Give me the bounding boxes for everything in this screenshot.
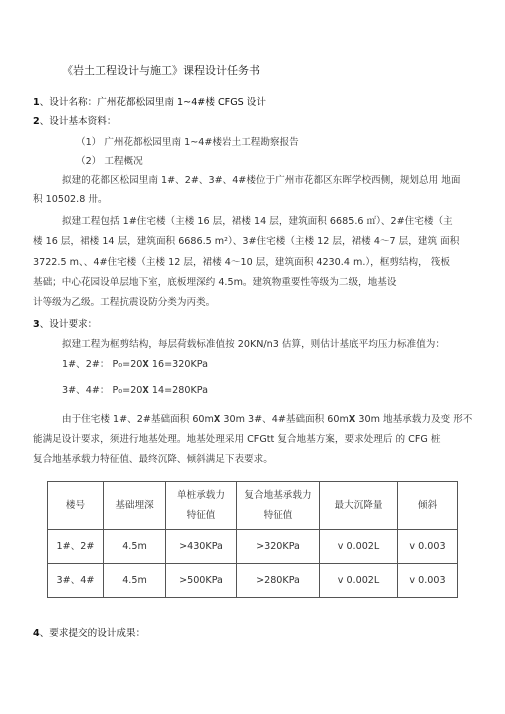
table-cell: 3#、4# bbox=[48, 564, 104, 598]
requirements-table bbox=[47, 481, 458, 598]
header-single-pile-capacity: 单桩承载力 特征值 bbox=[166, 482, 237, 530]
header-max-settlement: 最大沉降量 bbox=[320, 482, 398, 530]
table-cell: v 0.002L bbox=[320, 530, 398, 564]
section-text: 、设计基本资料： bbox=[39, 116, 117, 127]
table-row bbox=[48, 564, 458, 598]
pressure-formula-2: 3#、4#： P₀=20𝐗 14=280KPa bbox=[62, 385, 209, 396]
table-cell: >430KPa bbox=[166, 530, 237, 564]
requirement-line: 拟建工程为框剪结构，每层荷载标准值按 20KN/n3 估算，则估计基底平均压力标准值为： bbox=[62, 339, 445, 350]
overview-line: 积 10502.8 卅。 bbox=[33, 194, 108, 205]
overview-line: 3722.5 m、、4#住宅楼（主楼 12 层，裙楼 4〜10 层，建筑面积 4230.4 m.），框剪结构， 筏板 bbox=[33, 257, 450, 268]
section-4-heading bbox=[33, 627, 145, 641]
pressure-formula-1: 1#、2#： P₀=20𝐗 16=320KPa bbox=[62, 359, 209, 370]
basic-item: （2） 工程概况 bbox=[76, 156, 143, 167]
table-row bbox=[48, 530, 458, 564]
table-header-row bbox=[48, 482, 458, 530]
section-number: 3 bbox=[33, 319, 40, 330]
header-building-no: 楼号 bbox=[48, 482, 104, 530]
overview-line: 拟建工程包括 1#住宅楼（主楼 16 层，裙楼 14 层，建筑面积 6685.6 ㎡）、2#住宅楼（主 bbox=[62, 216, 453, 227]
overview-line: 计等级为乙级。工程抗震设防分类为丙类。 bbox=[33, 297, 216, 308]
basic-item: （1） 广州花都松园里南 1~4#楼岩土工程勘察报告 bbox=[76, 137, 299, 148]
table-cell: >280KPa bbox=[237, 564, 320, 598]
header-foundation-depth: 基础埋深 bbox=[104, 482, 166, 530]
paragraph-line: 复合地基承载力特征值、最终沉降、倾斜满足下表要求。 bbox=[33, 454, 273, 465]
section-number: 2 bbox=[33, 116, 40, 127]
table-cell: v 0.002L bbox=[320, 564, 398, 598]
paragraph-line: 能满足设计要求，须进行地基处理。地基处理采用 CFGtt 复合地基方案，要求处理后 的 CFG 桩 bbox=[33, 434, 441, 445]
table-cell: v 0.003 bbox=[398, 530, 458, 564]
table-cell: 4.5m bbox=[104, 564, 166, 598]
table-cell: 4.5m bbox=[104, 530, 166, 564]
section-number: 1 bbox=[33, 97, 40, 108]
header-tilt: 倾斜 bbox=[398, 482, 458, 530]
section-text: 、设计名称：广州花都松园里南 1~4#楼 CFGS 设计 bbox=[39, 97, 266, 108]
header-composite-capacity: 复合地基承载力 特征值 bbox=[237, 482, 320, 530]
section-text: 、要求提交的设计成果： bbox=[39, 628, 146, 639]
overview-line: 拟建的花都区松园里南 1#、2#、3#、4#楼位于广州市花都区东晖学校西侧，规划总用 地面 bbox=[62, 175, 461, 186]
section-number: 4 bbox=[33, 628, 40, 639]
table-cell: v 0.003 bbox=[398, 564, 458, 598]
table-cell: 1#、2# bbox=[48, 530, 104, 564]
section-text: 、设计要求： bbox=[39, 319, 98, 330]
document-title: 《岩土工程设计与施工》课程设计任务书 bbox=[62, 64, 260, 77]
table-cell: >320KPa bbox=[237, 530, 320, 564]
section-1-heading bbox=[33, 96, 266, 110]
overview-line: 楼 16 层，裙楼 14 层，建筑面积 6686.5 m²）、3#住宅楼（主楼 12 层，裙楼 4〜7 层，建筑 面积 bbox=[33, 236, 460, 247]
overview-line: 基础；中心花园设单层地下室，底板埋深约 4.5m。建筑物重要性等级为二级，地基设 bbox=[33, 277, 397, 288]
paragraph-line: 由于住宅楼 1#、2#基础面积 60m𝐗 30m 3#、4#基础面积 60m𝐗 30m 地基承载力及变 形不 bbox=[62, 414, 473, 425]
section-3-heading bbox=[33, 318, 97, 332]
section-2-heading bbox=[33, 115, 116, 129]
table-cell: >500KPa bbox=[166, 564, 237, 598]
